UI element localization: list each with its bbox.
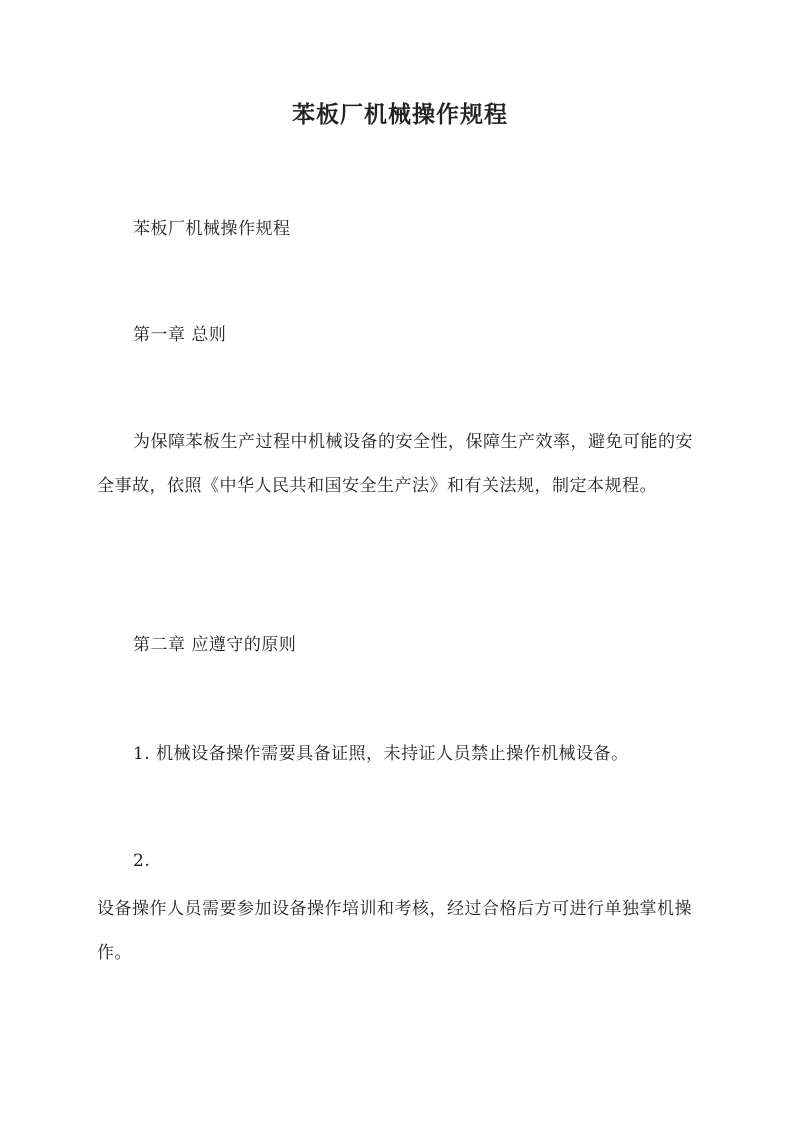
document-title: 苯板厂机械操作规程 bbox=[292, 101, 508, 128]
document-subtitle: 苯板厂机械操作规程 bbox=[133, 219, 291, 239]
chapter-1-heading: 第一章 总则 bbox=[133, 325, 227, 345]
list-item-1: 1. 机械设备操作需要具备证照，未持证人员禁止操作机械设备。 bbox=[133, 744, 629, 764]
list-item-2-number: 2. bbox=[133, 851, 151, 871]
chapter-2-heading: 第二章 应遵守的原则 bbox=[133, 635, 297, 655]
list-item-2-text: 设备操作人员需要参加设备操作培训和考核，经过合格后方可进行单独掌机操作。 bbox=[97, 899, 692, 963]
chapter-1-paragraph: 为保障苯板生产过程中机械设备的安全性，保障生产效率，避免可能的安全事故，依照《中华人民共和国安全生产法》和有关法规，制定本规程。 bbox=[97, 432, 693, 496]
